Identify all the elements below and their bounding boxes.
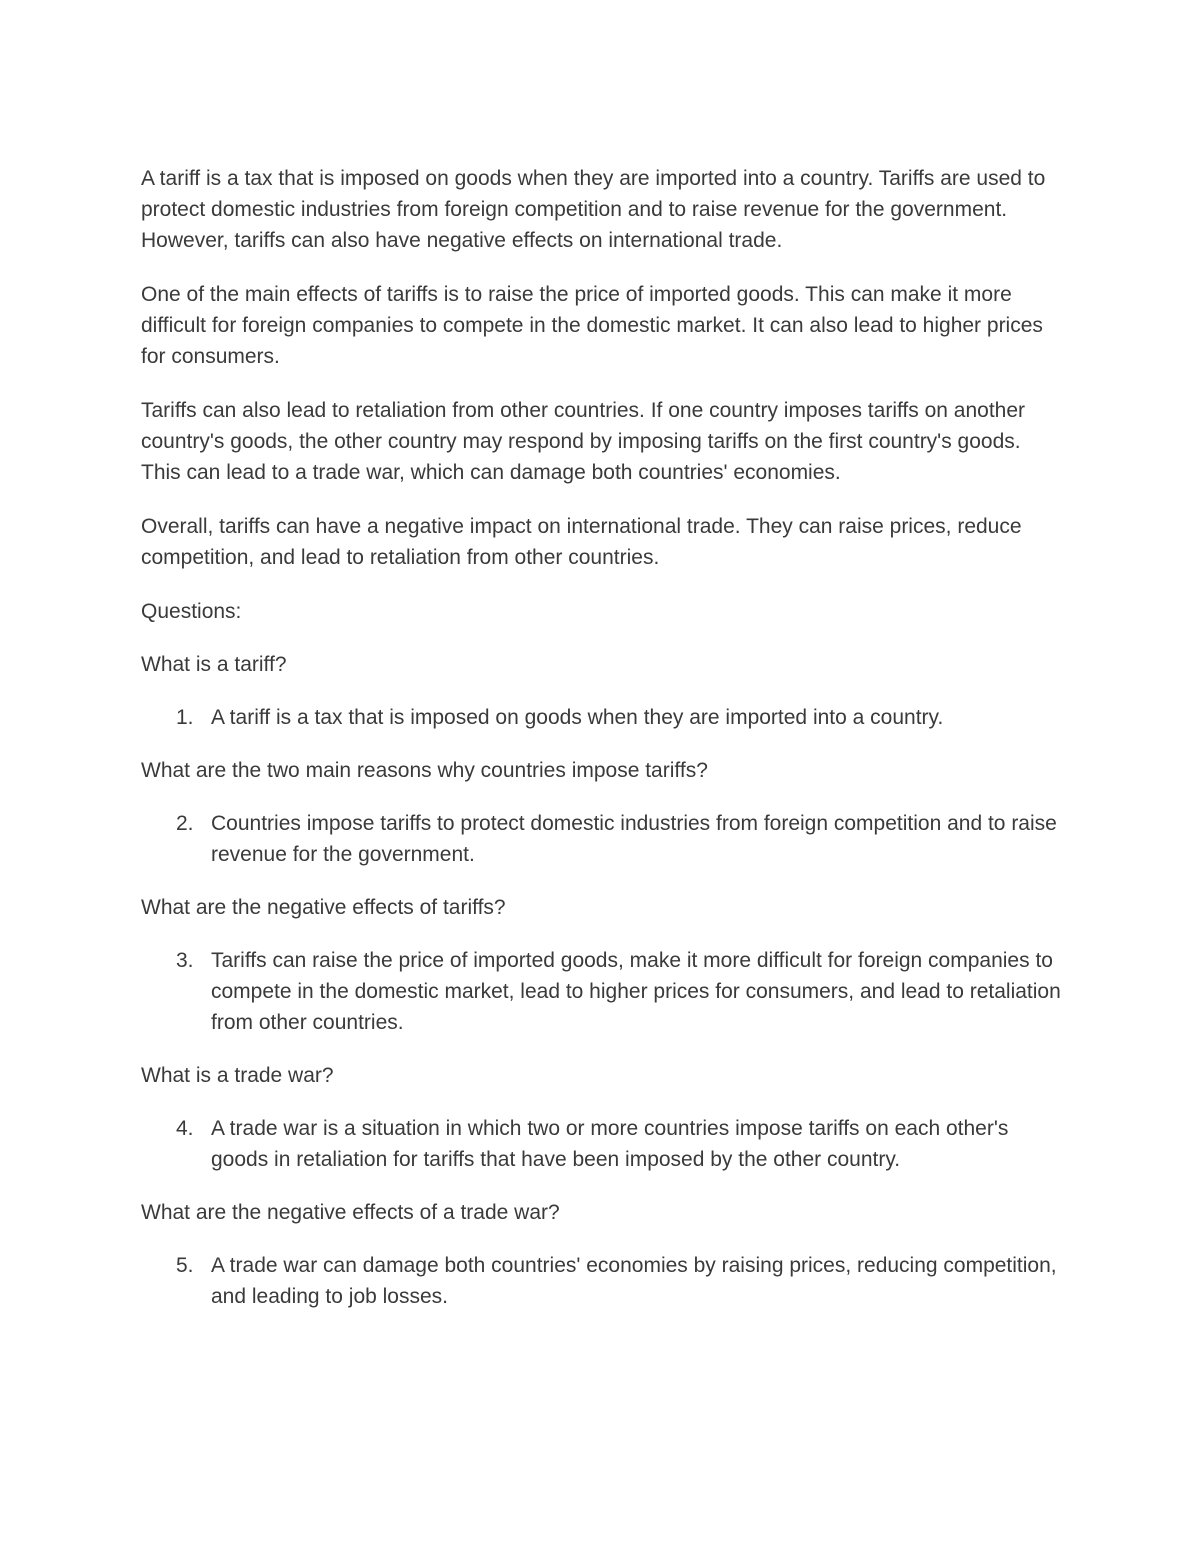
answer-text: Countries impose tariffs to protect domestic industries from foreign competition and to raise revenue for the government. xyxy=(211,812,1057,866)
answer-number: 4. xyxy=(176,1117,194,1140)
answer-text: A trade war can damage both countries' economies by raising prices, reducing competition, and leading to job losses. xyxy=(211,1254,1057,1308)
answer-text: A trade war is a situation in which two or more countries impose tariffs on each other's goods in retaliation for tariffs that have been imposed by the other country. xyxy=(211,1117,1009,1171)
question-4: What is a trade war? xyxy=(141,1064,334,1087)
answer-number: 2. xyxy=(176,812,194,835)
answer-number: 3. xyxy=(176,949,194,972)
answer-number: 5. xyxy=(176,1254,194,1277)
paragraph-price-effects: One of the main effects of tariffs is to raise the price of imported goods. This can make it more difficult for foreign companies to compete in the domestic market. It can also lead to higher prices for consumers. xyxy=(141,283,1043,368)
answer-text: Tariffs can raise the price of imported goods, make it more difficult for foreign companies to compete in the domestic market, lead to higher prices for consumers, and lead to retaliation from other countries. xyxy=(211,949,1061,1034)
questions-heading: Questions: xyxy=(141,600,242,623)
question-2: What are the two main reasons why countries impose tariffs? xyxy=(141,759,708,782)
paragraph-overall: Overall, tariffs can have a negative impact on international trade. They can raise prices, reduce competition, and lead to retaliation from other countries. xyxy=(141,515,1022,569)
answer-number: 1. xyxy=(176,706,194,729)
answer-text: A tariff is a tax that is imposed on goods when they are imported into a country. xyxy=(211,706,944,729)
question-5: What are the negative effects of a trade war? xyxy=(141,1201,560,1224)
paragraph-intro: A tariff is a tax that is imposed on goods when they are imported into a country. Tariffs are used to protect domestic industries from foreign competition and to raise revenue for the government. However, tariffs can also have negative effects on international trade. xyxy=(141,167,1046,252)
paragraph-retaliation: Tariffs can also lead to retaliation from other countries. If one country imposes tariffs on another country's goods, the other country may respond by imposing tariffs on the first country's goods. This can lead to a trade war, which can damage both countries' economies. xyxy=(141,399,1026,484)
answer-item-5 xyxy=(141,1250,1061,1312)
question-1: What is a tariff? xyxy=(141,653,287,676)
answer-item-4 xyxy=(141,1113,1061,1175)
document-page xyxy=(141,163,1061,1334)
question-3: What are the negative effects of tariffs? xyxy=(141,896,506,919)
answer-item-3 xyxy=(141,945,1061,1038)
answer-item-2 xyxy=(141,808,1061,870)
answer-item-1 xyxy=(141,702,1061,733)
